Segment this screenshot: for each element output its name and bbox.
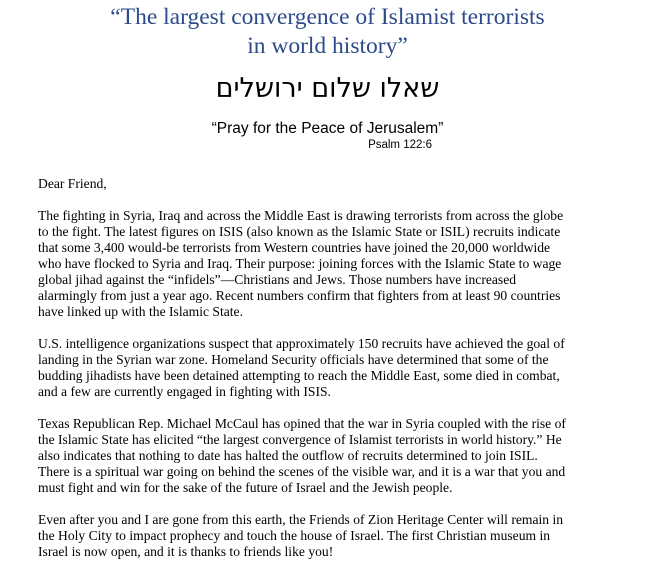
paragraph-line: The fighting in Syria, Iraq and across the Middle East is drawing terrorists from across the globe [38,208,564,223]
body-paragraph [38,416,655,496]
paragraph-line: There is a spiritual war going on behind the scenes of the visible war, and it is a war that you and [38,464,566,479]
paragraph-line: that some 3,400 would-be terrorists from Western countries have joined the 20,000 worldwide [38,240,551,255]
paragraph-line: U.S. intelligence organizations suspect that approximately 150 recruits have achieved the goal of [38,336,565,351]
body-paragraph [38,336,655,400]
body-paragraph [38,208,655,320]
paragraph-line: the Islamic State has elicited “the largest convergence of Islamist terrorists in world history.” He [38,432,562,447]
paragraph-line: the Holy City to impact prophecy and touch the house of Israel. The first Christian museum in [38,528,551,543]
paragraph-line: who have flocked to Syria and Iraq. Their purpose: joining forces with the Islamic State to wage [38,256,562,271]
paragraph-line: and a few are currently engaged in fighting with ISIS. [38,384,331,399]
paragraph-line: must fight and win for the sake of the future of Israel and the Jewish people. [38,480,453,495]
paragraph-line: global jihad against the “infidels”—Christians and Jews. Those numbers have increased [38,272,517,287]
headline-quote [0,3,655,61]
paragraph-line: also indicates that nothing to date has halted the outflow of recruits determined to join ISIL. [38,448,538,463]
psalm-reference: Psalm 122:6 [368,139,432,151]
headline-line: “The largest convergence of Islamist terrorists [110,4,545,30]
paragraph-line: Even after you and I are gone from this earth, the Friends of Zion Heritage Center will remain in [38,512,564,527]
paragraph-line: alarmingly from just a year ago. Recent numbers confirm that fighters from at least 90 countries [38,288,561,303]
paragraph-line: to the fight. The latest figures on ISIS (also known as the Islamic State or ISIL) recruits indicate [38,224,561,239]
salutation: Dear Friend, [38,176,107,191]
prayer-translation: “Pray for the Peace of Jerusalem” [211,120,444,137]
paragraph-line: Israel is now open, and it is thanks to friends like you! [38,544,334,559]
paragraph-line: have linked up with the Islamic State. [38,304,243,319]
paragraph-line: Texas Republican Rep. Michael McCaul has opined that the war in Syria coupled with the rise of [38,416,566,431]
headline-line: in world history” [247,33,408,59]
body-paragraph [38,512,655,560]
paragraph-line: budding jihadists have been detained attempting to reach the Middle East, some died in combat, [38,368,560,383]
hebrew-verse: שאלו שלום ירושלים [215,73,440,104]
paragraph-line: landing in the Syrian war zone. Homeland Security officials have determined that some of the [38,352,549,367]
